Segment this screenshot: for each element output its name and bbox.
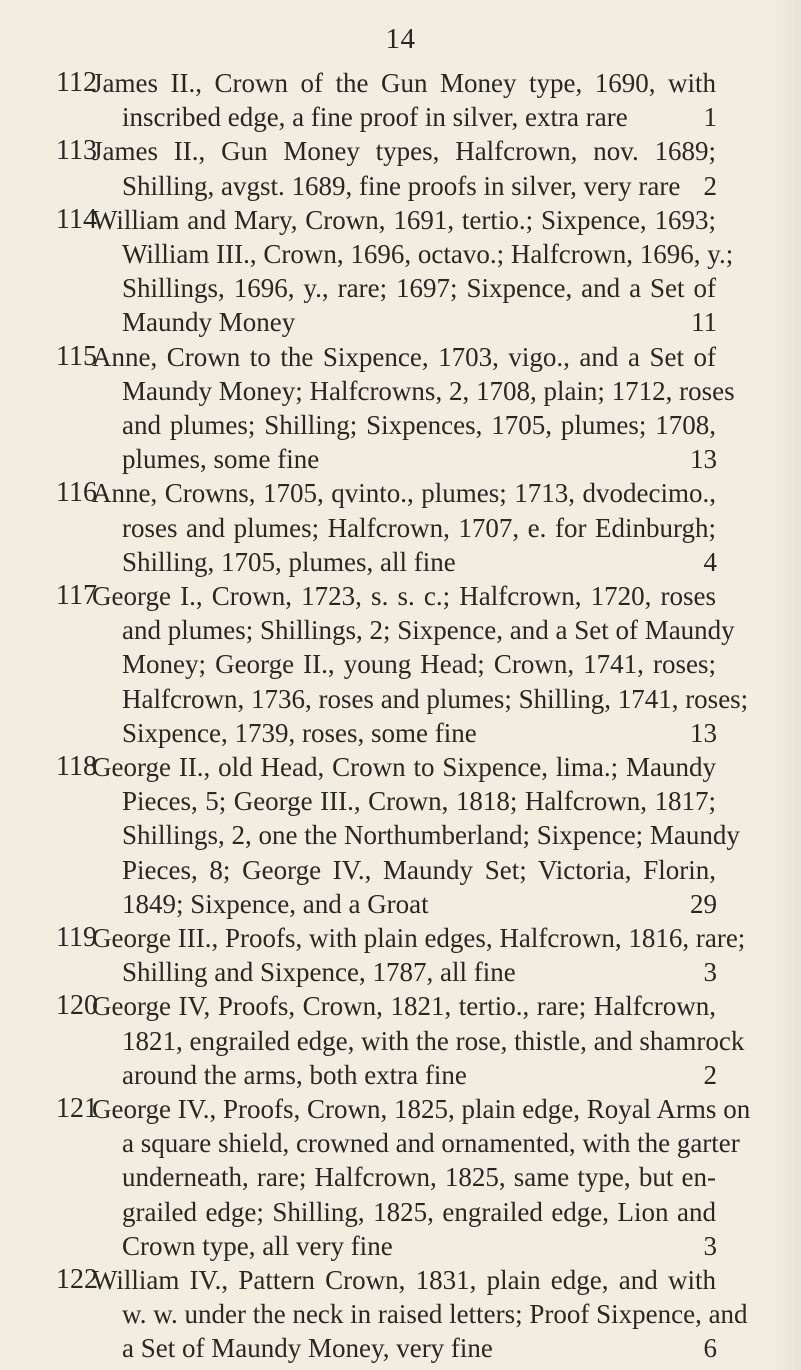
lot-description (92, 476, 716, 579)
lot-number: 117 (56, 580, 97, 611)
lot-description (92, 203, 734, 340)
lot-description-line: Anne, Crown to the Sixpence, 1703, vigo., and a Set of (92, 341, 716, 372)
lot-number: 122 (56, 1264, 98, 1295)
lot-number: 116 (56, 477, 97, 509)
lot-description-line: around the arms, both extra fine (122, 1059, 467, 1090)
lot-description (92, 989, 745, 1092)
lot-quantity: 3 (703, 957, 717, 988)
lot-description-line: William III., Crown, 1696, octavo.; Halfcrown, 1696, y.; (122, 239, 734, 269)
lot-description-line: Pieces, 5; George III., Crown, 1818; Halfcrown, 1817; (122, 786, 716, 817)
lot-description-line: George I., Crown, 1723, s. s. c.; Halfcrown, 1720, roses (92, 581, 716, 611)
lot-description (92, 921, 746, 989)
lot-description-line: Maundy Money (122, 307, 296, 338)
lot-description-line: inscribed edge, a fine proof in silver, extra rare (122, 102, 628, 133)
lot-quantity: 3 (703, 1230, 717, 1261)
lot-description-line: Pieces, 8; George IV., Maundy Set; Victoria, Florin, (122, 854, 716, 885)
lot-description-line: Halfcrown, 1736, roses and plumes; Shilling, 1741, roses; (122, 683, 749, 714)
lot-description-line: George II., old Head, Crown to Sixpence, lima.; Maundy (92, 752, 716, 782)
lot-description (92, 134, 716, 202)
lot-description-line: roses and plumes; Halfcrown, 1707, e. for Edinburgh; (122, 512, 716, 543)
lot-description-line: Shilling, 1705, plumes, all fine (122, 546, 456, 577)
lot-number: 119 (56, 922, 97, 953)
lot-description (92, 66, 716, 134)
lot-number: 115 (56, 340, 97, 372)
paper-edge-shadow (771, 0, 801, 1370)
lot-description-line: Shilling and Sixpence, 1787, all fine (122, 957, 516, 988)
lot-number: 112 (56, 67, 97, 98)
lot-description-line: w. w. under the neck in raised letters; Proof Sixpence, and (122, 1299, 748, 1330)
lot-description (92, 1263, 748, 1366)
lot-description (92, 340, 735, 477)
lot-description-line: a square shield, crowned and ornamented, with the garter (122, 1128, 740, 1159)
lot-description-line: Shilling, avgst. 1689, fine proofs in silver, very rare (122, 170, 681, 201)
lot-description-line: George IV, Proofs, Crown, 1821, tertio., rare; Halfcrown, (92, 991, 716, 1022)
lot-description-line: Shillings, 1696, y., rare; 1697; Sixpence, and a Set of (122, 273, 716, 304)
lot-number: 113 (56, 135, 97, 167)
lot-description (92, 579, 749, 750)
lot-number: 120 (56, 990, 98, 1022)
lot-quantity: 11 (691, 307, 717, 338)
lot-description-line: plumes, some fine (122, 444, 320, 475)
lot-description-line: James II., Gun Money types, Halfcrown, nov. 1689; (92, 136, 716, 167)
lot-description-line: Sixpence, 1739, roses, some fine (122, 717, 477, 748)
lot-quantity: 2 (703, 1059, 717, 1090)
lot-description-line: Crown type, all very fine (122, 1230, 393, 1261)
lot-description-line: George IV., Proofs, Crown, 1825, plain edge, Royal Arms on (92, 1094, 751, 1124)
lot-description-line: Money; George II., young Head; Crown, 1741, roses; (122, 649, 716, 680)
lot-description-line: underneath, rare; Halfcrown, 1825, same type, but en- (122, 1162, 716, 1193)
lot-description-line: grailed edge; Shilling, 1825, engrailed edge, Lion and (122, 1196, 716, 1227)
lot-quantity: 2 (703, 170, 717, 201)
lot-quantity: 4 (703, 546, 717, 577)
lot-description-line: William IV., Pattern Crown, 1831, plain edge, and with (92, 1265, 716, 1295)
lot-description-line: and plumes; Shillings, 2; Sixpence, and a Set of Maundy (122, 615, 735, 646)
lot-description-line: George III., Proofs, with plain edges, Halfcrown, 1816, rare; (92, 923, 746, 953)
lot-description-line: William and Mary, Crown, 1691, tertio.; Sixpence, 1693; (92, 204, 716, 235)
lot-description-line: 1849; Sixpence, and a Groat (122, 888, 429, 919)
lot-quantity: 1 (703, 102, 717, 133)
lot-description-line: 1821, engrailed edge, with the rose, thistle, and shamrock (122, 1025, 745, 1056)
lot-description-line: and plumes; Shilling; Sixpences, 1705, plumes; 1708, (122, 410, 716, 440)
lot-description-line: Maundy Money; Halfcrowns, 2, 1708, plain; 1712, roses (122, 375, 735, 406)
lot-description (92, 1092, 751, 1263)
lot-number: 118 (56, 751, 97, 782)
lot-description-line: Shillings, 2, one the Northumberland; Sixpence; Maundy (122, 820, 740, 851)
lot-quantity: 29 (690, 888, 717, 919)
page-number: 14 (385, 23, 416, 55)
lot-description-line: James II., Crown of the Gun Money type, 1690, with (92, 68, 716, 98)
lot-number: 114 (56, 203, 97, 235)
lot-number: 121 (56, 1093, 98, 1124)
lot-description-line: Anne, Crowns, 1705, qvinto., plumes; 1713, dvodecimo., (92, 478, 716, 509)
lot-description (92, 750, 740, 921)
lot-quantity: 13 (690, 444, 717, 475)
lot-quantity: 13 (690, 717, 717, 748)
lot-description-line: a Set of Maundy Money, very fine (122, 1333, 493, 1364)
lot-quantity: 6 (703, 1333, 717, 1364)
